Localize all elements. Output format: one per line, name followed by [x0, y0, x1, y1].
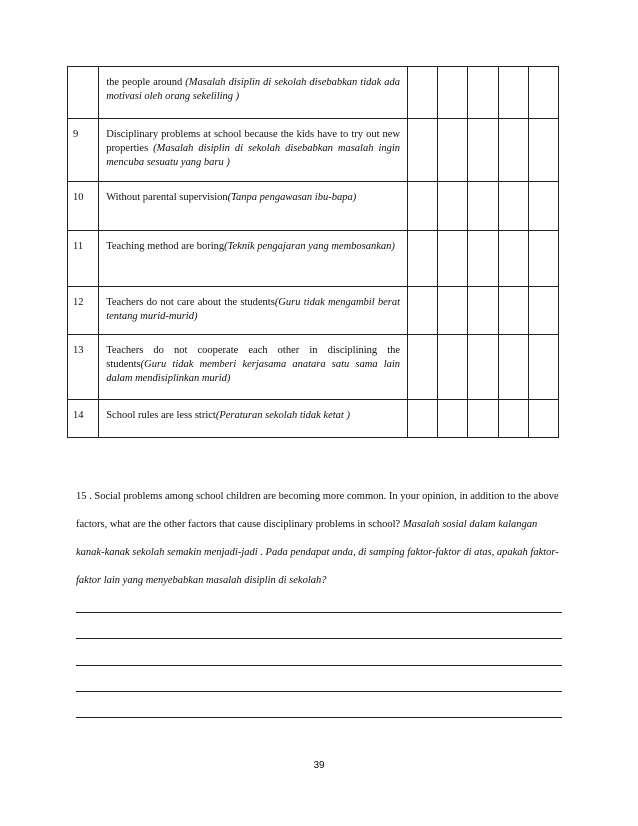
rating-cell-5[interactable]	[528, 287, 558, 335]
answer-line-4[interactable]	[76, 691, 562, 692]
question-15	[76, 483, 566, 595]
statement-english: the people around	[106, 77, 186, 88]
table-row	[68, 231, 559, 287]
row-statement	[99, 182, 408, 231]
rating-cell-1[interactable]	[408, 287, 438, 335]
rating-cell-2[interactable]	[438, 335, 468, 400]
question-15-malay: Masalah sosial dalam kalangan kanak-kanak sekolah semakin menjadi-jadi . Pada pendapat anda, di samping faktor-faktor di atas, apakah faktor-faktor lain yang menyebabkan masalah disiplin di sekolah?	[76, 519, 559, 586]
rating-cell-3[interactable]	[468, 67, 498, 119]
table-row	[68, 287, 559, 335]
rating-cell-4[interactable]	[498, 400, 528, 438]
rating-cell-2[interactable]	[438, 400, 468, 438]
answer-line-5[interactable]	[76, 717, 562, 718]
statement-english: School rules are less strict	[106, 410, 216, 421]
row-statement	[99, 119, 408, 182]
rating-cell-1[interactable]	[408, 400, 438, 438]
row-statement	[99, 287, 408, 335]
rating-cell-2[interactable]	[438, 119, 468, 182]
statement-malay: (Tanpa pengawasan ibu-bapa)	[227, 192, 357, 203]
rating-cell-4[interactable]	[498, 182, 528, 231]
row-number: 10	[68, 182, 99, 231]
rating-cell-3[interactable]	[468, 335, 498, 400]
rating-cell-5[interactable]	[528, 67, 558, 119]
row-statement	[99, 400, 408, 438]
rating-cell-4[interactable]	[498, 335, 528, 400]
table-row	[68, 119, 559, 182]
rating-cell-2[interactable]	[438, 182, 468, 231]
row-number: 11	[68, 231, 99, 287]
row-statement	[99, 335, 408, 400]
page-number: 39	[313, 760, 325, 771]
statement-english: Teachers do not cooperate each other in disciplining the students	[106, 345, 401, 370]
rating-cell-2[interactable]	[438, 287, 468, 335]
table-row	[68, 335, 559, 400]
question-15-english: 15 . Social problems among school children are becoming more common. In your opinion, in addition to the above factors, what are the other factors that cause disciplinary problems in school?	[76, 491, 559, 530]
row-statement	[99, 231, 408, 287]
rating-cell-1[interactable]	[408, 335, 438, 400]
statement-english: Teachers do not care about the students	[106, 297, 275, 308]
rating-cell-4[interactable]	[498, 287, 528, 335]
row-number: 14	[68, 400, 99, 438]
rating-cell-1[interactable]	[408, 119, 438, 182]
questionnaire-table	[67, 66, 559, 438]
rating-cell-3[interactable]	[468, 231, 498, 287]
rating-cell-3[interactable]	[468, 119, 498, 182]
statement-english: Teaching method are boring	[106, 241, 225, 252]
rating-cell-4[interactable]	[498, 67, 528, 119]
answer-line-3[interactable]	[76, 665, 562, 666]
rating-cell-4[interactable]	[498, 119, 528, 182]
row-statement	[99, 67, 408, 119]
rating-cell-3[interactable]	[468, 400, 498, 438]
rating-cell-5[interactable]	[528, 119, 558, 182]
rating-cell-5[interactable]	[528, 182, 558, 231]
rating-cell-1[interactable]	[408, 231, 438, 287]
rating-cell-2[interactable]	[438, 231, 468, 287]
table-row	[68, 67, 559, 119]
table-row	[68, 400, 559, 438]
rating-cell-3[interactable]	[468, 182, 498, 231]
rating-cell-2[interactable]	[438, 67, 468, 119]
rating-cell-5[interactable]	[528, 335, 558, 400]
rating-cell-5[interactable]	[528, 231, 558, 287]
rating-cell-4[interactable]	[498, 231, 528, 287]
row-number: 13	[68, 335, 99, 400]
rating-cell-1[interactable]	[408, 182, 438, 231]
row-number: 9	[68, 119, 99, 182]
rating-cell-5[interactable]	[528, 400, 558, 438]
statement-malay: (Masalah disiplin di sekolah disebabkan tidak ada motivasi oleh orang sekeliling )	[106, 77, 401, 102]
answer-line-2[interactable]	[76, 638, 562, 639]
table-row	[68, 182, 559, 231]
statement-malay: (Guru tidak memberi kerjasama anatara satu sama lain dalam mendisiplinkan murid)	[106, 359, 401, 384]
rating-cell-1[interactable]	[408, 67, 438, 119]
statement-english: Without parental supervision	[106, 192, 228, 203]
statement-malay: (Peraturan sekolah tidak ketat )	[215, 410, 350, 421]
statement-english: Disciplinary problems at school because the kids have to try out new properties	[106, 129, 401, 154]
row-number	[68, 67, 99, 119]
statement-malay: (Guru tidak mengambil berat tentang murid-murid)	[106, 297, 401, 322]
row-number: 12	[68, 287, 99, 335]
statement-malay: (Masalah disiplin di sekolah disebabkan masalah ingin mencuba sesuatu yang baru )	[106, 143, 401, 168]
rating-cell-3[interactable]	[468, 287, 498, 335]
answer-line-1[interactable]	[76, 612, 562, 613]
statement-malay: (Teknik pengajaran yang membosankan)	[224, 241, 395, 252]
